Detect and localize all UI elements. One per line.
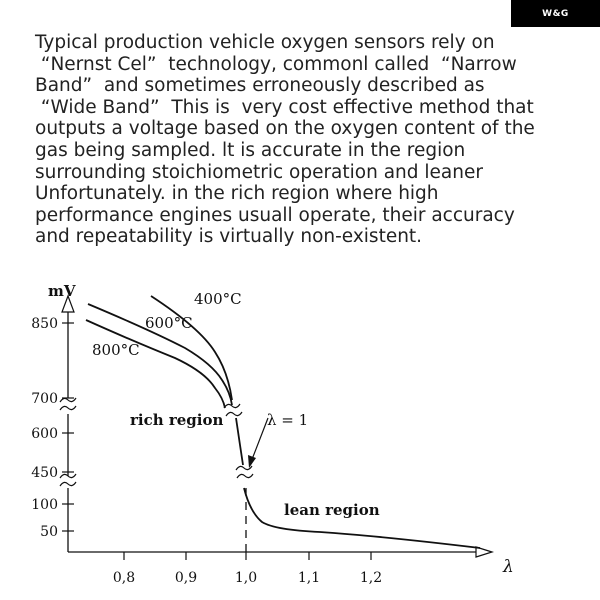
y-tick-label: 850 — [31, 316, 58, 332]
y-axis-break-mark — [60, 482, 76, 486]
paragraph-line: Unfortunately. in the rich region where high — [35, 183, 439, 205]
paragraph-line: “Wide Band” This is very cost effective method that — [35, 96, 534, 118]
paragraph-line: “Nernst Cel” technology, commonl called “Narrow — [35, 53, 517, 75]
paragraph-line: gas being sampled. lt is accurate in the region — [35, 139, 466, 161]
paragraph-line: and repeatability is virtually non-existent. — [35, 226, 423, 248]
paragraph-line: surrounding stoichiometric operation and leaner — [35, 161, 483, 183]
curve-break-mark — [226, 412, 242, 416]
y-tick-label: 700 — [31, 391, 58, 407]
lambda-one-label: λ = 1 — [267, 411, 309, 429]
y-axis-break-mark — [60, 406, 76, 410]
rich-region-label: rich region — [130, 411, 224, 429]
paragraph-line: Typical production vehicle oxygen sensors rely on — [35, 32, 495, 53]
curve-break-mark — [237, 474, 253, 478]
x-tick-label: 1,1 — [297, 570, 321, 586]
x-tick-label: 1,2 — [359, 570, 383, 586]
y-tick-label: 100 — [31, 497, 58, 513]
curve-transition — [236, 418, 243, 465]
logo-text: W&G — [542, 8, 569, 19]
paragraph-line: Band” and sometimes erroneously described as — [35, 75, 485, 97]
series-label-600c: 600°C — [145, 314, 193, 332]
x-axis-label: λ — [503, 557, 514, 577]
series-label-400c: 400°C — [194, 290, 242, 308]
y-tick-label: 600 — [31, 426, 58, 442]
y-axis-label: mV — [48, 282, 76, 300]
lean-region-label: lean region — [284, 501, 380, 519]
x-tick-label: 1,0 — [234, 570, 258, 586]
paragraph-line: outputs a voltage based on the oxygen content of the — [35, 118, 535, 140]
y-tick-label: 450 — [31, 465, 58, 481]
curve-400c — [151, 296, 232, 400]
x-tick-label: 0,8 — [112, 570, 136, 586]
y-tick-label: 50 — [40, 524, 58, 540]
x-tick-label: 0,9 — [174, 570, 198, 586]
paragraph-line: performance engines usuall operate, their accuracy — [35, 204, 515, 226]
series-label-800c: 800°C — [92, 341, 140, 359]
lambda-pointer-line — [251, 418, 268, 462]
